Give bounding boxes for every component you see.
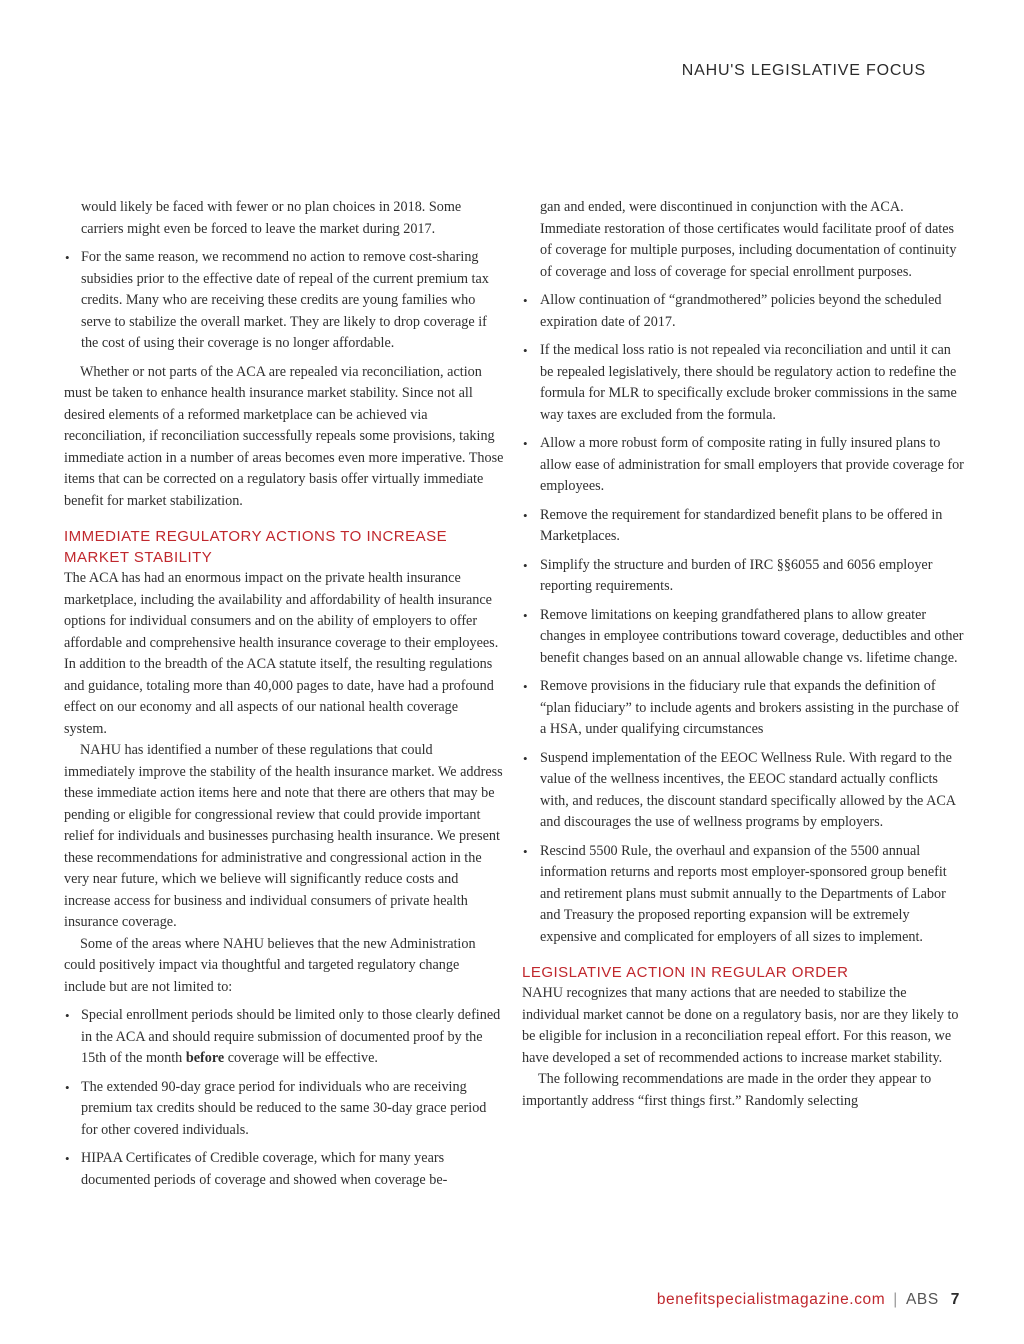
bullet-icon: •	[523, 293, 528, 308]
footer-separator: |	[893, 1291, 898, 1308]
bullet-list-left	[64, 1005, 504, 1191]
bullet-list-right	[522, 290, 964, 948]
list-item: • The extended 90-day grace period for individuals who are receiving premium tax credits should be reduced to the same 30-day grace period for other covered individuals.	[65, 1078, 487, 1138]
page-number: 7	[950, 1291, 960, 1308]
bullet-icon: •	[523, 557, 528, 573]
bullet-icon: •	[523, 679, 528, 694]
right-column	[522, 197, 964, 1112]
list-item: • If the medical loss ratio is not repealed via reconciliation and until it can be repealed legislatively, there should be regulatory action to redefine the formula for MLR to specifically exclude broker commissions in the same way taxes are excluded from the formula.	[523, 342, 957, 423]
bullet-icon: •	[523, 750, 528, 766]
bullet-icon: •	[523, 436, 528, 451]
bullet-icon: •	[65, 1079, 70, 1095]
list-item: • Suspend implementation of the EEOC Wellness Rule. With regard to the value of the wellness incentives, the EEOC standard actually conflicts with, and reduces, the discount standard specifically allowed by the ACA and discourages the use of wellness programs by employers.	[523, 749, 956, 830]
bullet-icon: •	[65, 250, 70, 265]
bullet-icon: •	[65, 1151, 70, 1166]
list-item: • Special enrollment periods should be limited only to those clearly defined in the ACA and should require submission of documented proof by the 15th of the month before coverage will be effective.	[65, 1007, 501, 1066]
paragraph-nahu: NAHU has identified a number of these regulations that could immediately improve the stability of the health insurance market. We address these immediate action items here and note that there are others that may be pending or eligible for congressional review that could provide important relief for individuals and businesses purchasing health insurance. We present these recommendations for administrative and congressional action in the very near future, which we believe will significantly reduce costs and increase access for business and individual consumers of private health insurance coverage.	[64, 742, 503, 930]
list-item: • Allow continuation of “grandmothered” policies beyond the scheduled expiration date of 2017.	[523, 292, 942, 330]
bullet-icon: •	[523, 507, 528, 523]
list-item: • Remove provisions in the fiduciary rule that expands the definition of “plan fiduciary” to include agents and brokers assisting in the purchase of a HSA, under qualifying circumstances	[523, 678, 959, 737]
section-heading-legislative: LEGISLATIVE ACTION IN REGULAR ORDER	[522, 964, 849, 981]
footer-website: benefitspecialistmagazine.com	[656, 1291, 886, 1308]
bullet-icon: •	[523, 343, 528, 358]
continued-paragraph: would likely be faced with fewer or no plan choices in 2018. Some carriers might even be forced to leave the market during 2017.	[81, 199, 462, 237]
footer-publication: ABS	[905, 1291, 939, 1308]
list-item: • For the same reason, we recommend no action to remove cost-sharing subsidies prior to the effective date of repeal of the current premium tax credits. Many who are receiving these credits are young families who serve to stabilize the overall market. They are likely to drop coverage if the cost of using their coverage is no longer affordable.	[65, 249, 489, 351]
list-item: • Rescind 5500 Rule, the overhaul and expansion of the 5500 annual information returns and reports most employer-sponsored group benefit and retirement plans must submit annually to the Departments of Labor and Treasury the proposed reporting expansion will be extremely expensive and complicated for employers of all sizes to implement.	[523, 842, 947, 945]
paragraph-whether: Whether or not parts of the ACA are repealed via reconciliation, action must be taken to enhance health insurance market stability. Since not all desired elements of a reformed marketplace can be achieved via reconciliation, if reconciliation successfully repeals some provisions, taking immediate action in a number of areas becomes even more imperative. Those items that can be corrected on a regulatory basis offer virtually immediate benefit for market stabilization.	[64, 363, 504, 509]
continued-bullet-text: gan and ended, were discontinued in conjunction with the ACA. Immediate restoration of those certificates would facilitate proof of dates of coverage for multiple purposes, including documentation of continuity of coverage and loss of coverage for special enrollment purposes.	[540, 199, 957, 280]
section-heading-immediate: IMMEDIATE REGULATORY ACTIONS TO INCREASE MARKET STABILITY	[64, 528, 448, 566]
paragraph-recognizes: NAHU recognizes that many actions that are needed to stabilize the individual market cannot be done on a regulatory basis, nor are they likely to be eligible for inclusion in a reconciliation repeal effort. For this reason, we have developed a set of recommended actions to increase market stability.	[522, 985, 959, 1066]
paragraph-aca: The ACA has had an enormous impact on the private health insurance marketplace, including the availability and affordability of health insurance options for individual consumers and on the ability of employers to offer affordable and comprehensive health insurance coverage to their employees. In addition to the breadth of the ACA statute itself, the resulting regulations and guidance, totaling more than 40,000 pages to date, have had a profound effect on our economy and all aspects of our national health coverage system.	[64, 570, 499, 737]
bullet-icon: •	[65, 1008, 70, 1023]
list-item: • Remove the requirement for standardized benefit plans to be offered in Marketplaces.	[523, 506, 943, 544]
bullet-icon: •	[523, 843, 528, 859]
list-item: • Simplify the structure and burden of IRC §§6055 and 6056 employer reporting requirements.	[523, 556, 933, 594]
bullet-list-top	[64, 247, 504, 355]
list-item: • Remove limitations on keeping grandfathered plans to allow greater changes in employee contributions toward coverage, deductibles and other benefit changes based on an annual allowable change vs. lifetime change.	[523, 606, 964, 666]
running-header: NAHU'S LEGISLATIVE FOCUS	[681, 62, 926, 79]
paragraph-following: The following recommendations are made in the order they appear to importantly address “first things first.” Randomly selecting	[522, 1071, 932, 1109]
list-item: • Allow a more robust form of composite rating in fully insured plans to allow ease of administration for small employers that provide coverage for employees.	[523, 435, 964, 494]
left-column	[64, 197, 504, 1198]
bullet-icon: •	[523, 607, 528, 623]
paragraph-some-areas: Some of the areas where NAHU believes that the new Administration could positively impact via thoughtful and targeted regulatory change include but are not limited to:	[64, 935, 476, 995]
list-item: • HIPAA Certificates of Credible coverage, which for many years documented periods of coverage and showed when coverage be-	[65, 1150, 448, 1188]
page-footer	[657, 1291, 960, 1309]
